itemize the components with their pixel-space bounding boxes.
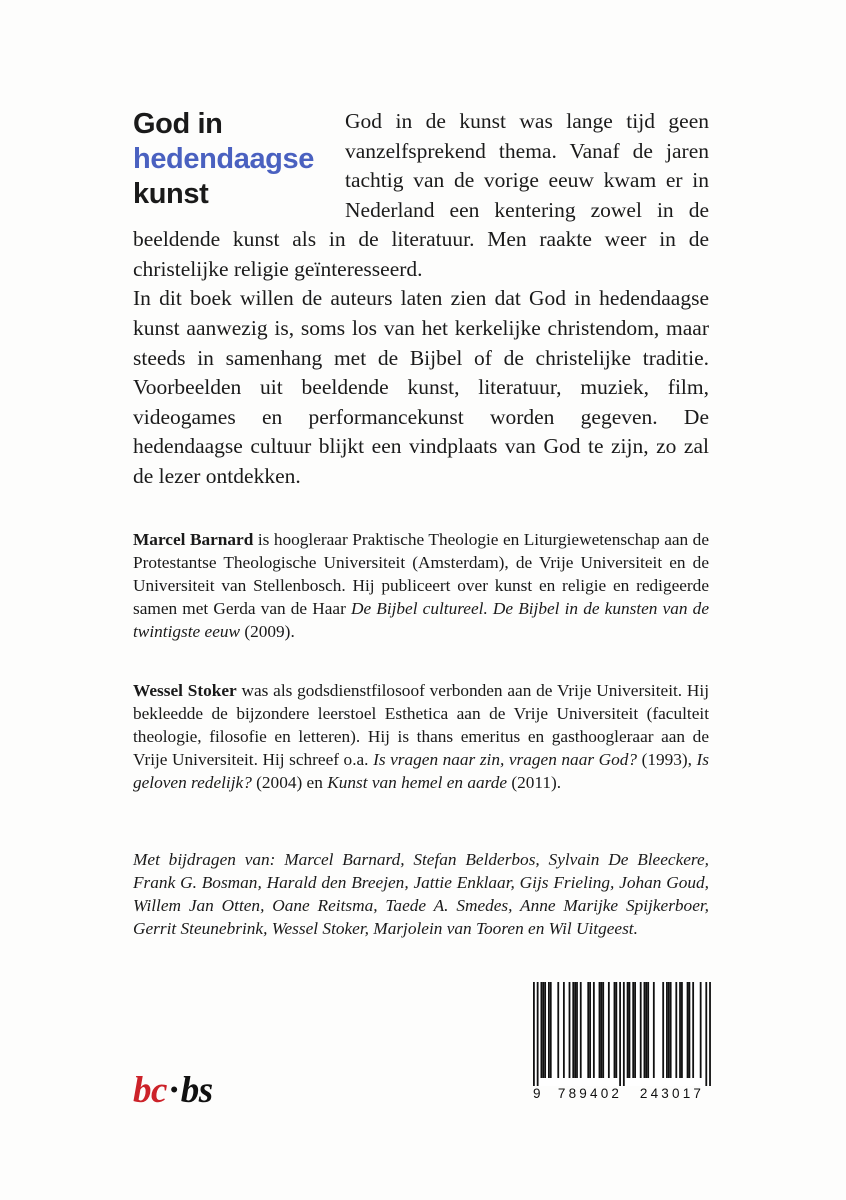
cover-text-column: [133, 107, 709, 491]
author-work-stoker-year3: (2011).: [507, 773, 562, 792]
author-bio-stoker: [133, 679, 709, 794]
barcode-right-group: 243017: [639, 1086, 705, 1101]
author-bio-barnard-part2: (2009).: [240, 622, 295, 641]
author-bio-barnard-part1: is hoogleraar Praktische Theologie en Liturgiewetenschap aan de Protestantse Theologische Universiteit (Amsterdam), de Vrije Universiteit en de Universiteit van Stellenbosch. Hij publiceert over kunst en religie en redigeerde samen met Gerda van de Haar: [133, 530, 709, 618]
author-name-stoker: Wessel Stoker: [133, 681, 237, 700]
title-line-3: kunst: [133, 178, 209, 211]
author-bio-stoker-part1: was als godsdienstfilosoof verbonden aan de Vrije Universiteit. Hij bekleedde de bijzondere leerstoel Esthetica aan de Vrije Universiteit (faculteit theologie, filosofie en letteren). Hij is thans emeritus en gasthoogleraar aan de Vrije Universiteit. Hij schreef o.a.: [133, 681, 709, 769]
barcode-digits: [533, 1087, 711, 1101]
barcode: [533, 982, 711, 1101]
author-work-stoker-2: Is geloven redelijk?: [133, 750, 709, 792]
book-title: [133, 107, 345, 213]
title-line-2: hedendaagse: [133, 143, 314, 176]
barcode-left-group: 789402: [557, 1086, 623, 1101]
publisher-logo-separator: ·: [167, 1070, 180, 1111]
author-work-stoker-year1: (1993),: [637, 750, 697, 769]
author-work-barnard: De Bijbel cultureel. De Bijbel in de kunsten van de twintigste eeuw: [133, 599, 709, 641]
publisher-logo-bc: bc: [133, 1070, 167, 1111]
title-line-1: God in: [133, 108, 223, 140]
author-work-stoker-year2: (2004) en: [251, 773, 328, 792]
publisher-logo: [133, 1072, 213, 1109]
author-work-stoker-1: Is vragen naar zin, vragen naar God?: [373, 750, 638, 769]
author-name-barnard: Marcel Barnard: [133, 530, 254, 549]
barcode-lead-digit: 9: [533, 1086, 541, 1101]
author-bio-barnard: [133, 528, 709, 643]
publisher-logo-bs: bs: [180, 1070, 213, 1111]
contributors-list: Met bijdragen van: Marcel Barnard, Stefan Belderbos, Sylvain De Bleeckere, Frank G. Bosman, Harald den Breejen, Jattie Enklaar, Gijs Frieling, Johan Goud, Willem Jan Otten, Oane Reitsma, Taede A. Smedes, Anne Marijke Spijkerboer, Gerrit Steunebrink, Wessel Stoker, Marjolein van Tooren en Wil Uitgeest.: [133, 850, 709, 938]
blurb-paragraph-1: God in de kunst was lange tijd geen vanzelfsprekend thema. Vanaf de jaren tachtig van de vorige eeuw kwam er in Nederland een kentering zowel in de beeldende kunst als in de literatuur. Men raakte weer in de christelijke religie geïnteresseerd.: [133, 109, 709, 281]
author-work-stoker-3: Kunst van hemel en aarde: [327, 773, 508, 792]
blurb-paragraph-2: In dit boek willen de auteurs laten zien dat God in hedendaagse kunst aanwezig is, soms los van het kerkelijke christendom, maar steeds in samenhang met de Bijbel of de christelijke traditie. Voorbeelden uit beeldende kunst, literatuur, muziek, film, videogames en performancekunst worden gegeven. De hedendaagse cultuur blijkt een vindplaats van God te zijn, zo zal de lezer ontdekken.: [133, 286, 709, 488]
barcode-bars: [533, 982, 711, 1086]
